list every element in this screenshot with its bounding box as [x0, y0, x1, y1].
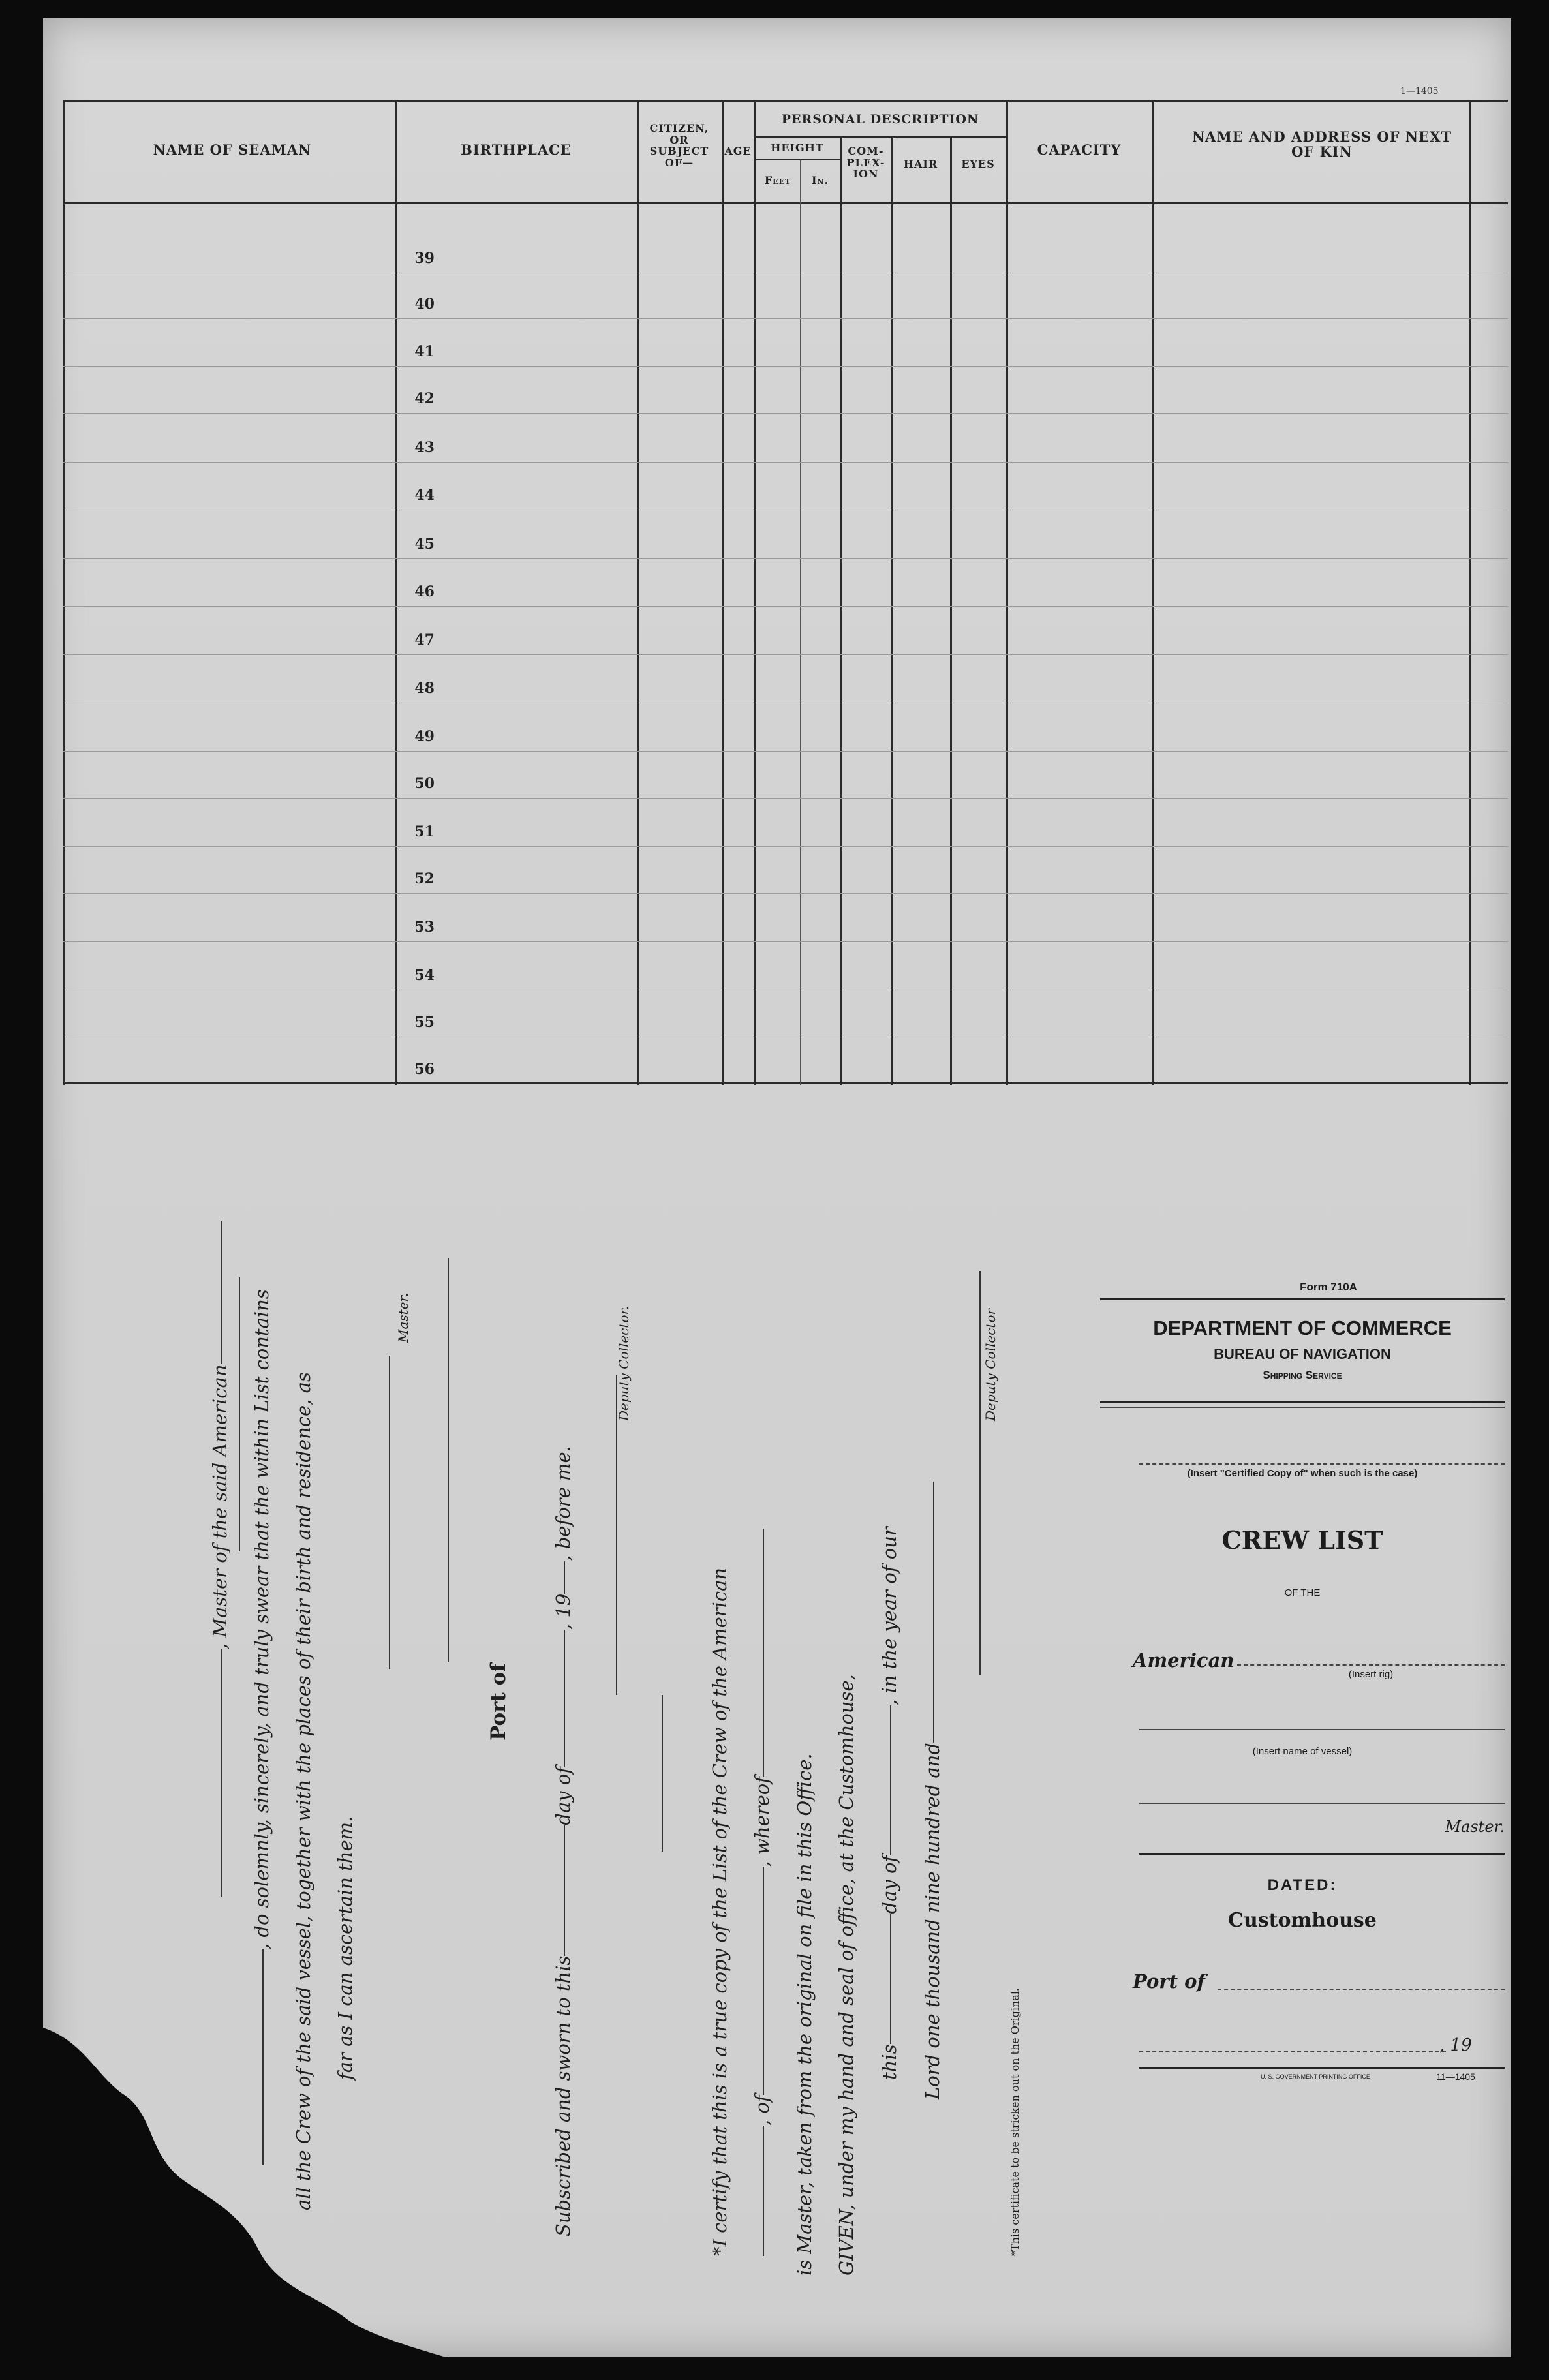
footnote: *This certificate to be stricken out on the Original. [1009, 1987, 1021, 2256]
certify-line [709, 1568, 731, 2256]
header-complexion: COM- PLEX- ION [846, 145, 885, 181]
master-label: Master. [1445, 1818, 1505, 1836]
blank-year-2 [933, 1482, 934, 1743]
header-bottom-border [63, 202, 1508, 204]
rig-line [1237, 1664, 1505, 1666]
form-reference: 1—1405 [1400, 86, 1439, 97]
blank-port [763, 1867, 764, 2095]
row-rule [63, 751, 1508, 752]
oath-text: all the Crew of the said vessel, together with the places of their birth and residence, as [292, 1372, 314, 2210]
subscribed-line [552, 1446, 574, 2236]
blank-port-line [448, 1258, 449, 1662]
printer-label: U. S. GOVERNMENT PRINTING OFFICE [1261, 2073, 1370, 2080]
header-height: HEIGHT [771, 142, 824, 154]
blank-line [262, 1949, 264, 2165]
torn-paper-edge [43, 2015, 526, 2380]
row-rule [63, 606, 1508, 607]
row-number: 48 [414, 680, 435, 697]
deputy-collector-label-1: Deputy Collector. [616, 1305, 632, 1421]
port-of-label: Port of [487, 1663, 510, 1741]
row-rule [63, 366, 1508, 367]
department-title: DEPARTMENT OF COMMERCE [1153, 1317, 1452, 1339]
row-number: 44 [414, 487, 435, 504]
printer-code: 11—1405 [1436, 2071, 1475, 2082]
oath-text: , before me. [552, 1446, 574, 1561]
row-number: 56 [414, 1061, 435, 1078]
oath-text: , Master of the said American [209, 1364, 231, 1649]
row-number: 46 [414, 583, 435, 600]
row-rule [63, 941, 1508, 942]
col-divider [1152, 100, 1154, 1085]
col-divider [1006, 100, 1008, 1085]
insert-certified-note: (Insert "Certified Copy of" when such is the case) [1187, 1468, 1418, 1479]
date-line [1139, 2051, 1446, 2052]
header-age: AGE [724, 145, 752, 157]
port-line [1218, 1989, 1505, 1990]
header-name-of-seaman: NAME OF SEAMAN [153, 142, 312, 158]
header-personal-description: PERSONAL DESCRIPTION [781, 112, 979, 127]
rule [1100, 1407, 1505, 1408]
row-number: 41 [414, 343, 435, 360]
col-divider [840, 136, 842, 1085]
deputy-collector-label-2: Deputy Collector [983, 1308, 998, 1421]
row-rule [63, 462, 1508, 463]
row-number: 40 [414, 296, 435, 313]
port-of-label: Port of [1133, 1970, 1205, 1992]
oath-text: day of [878, 1855, 900, 1914]
header-capacity: CAPACITY [1037, 142, 1122, 158]
col-divider [891, 136, 893, 1085]
col-divider [1469, 100, 1471, 1085]
certified-copy-line [1139, 1463, 1505, 1465]
year-label: , 19 [1439, 2036, 1472, 2055]
row-rule [63, 318, 1508, 319]
personal-description-underline [754, 136, 1006, 138]
dated-label: DATED: [1267, 1876, 1338, 1894]
american-label: American [1133, 1649, 1235, 1671]
form-number: Form 710A [1300, 1281, 1357, 1293]
header-birthplace: BIRTHPLACE [461, 142, 572, 158]
insert-rig-note: (Insert rig) [1348, 1669, 1394, 1680]
blank-day [564, 1825, 565, 1956]
row-number: 55 [414, 1014, 435, 1031]
oath-text: Subscribed and sworn to this [552, 1955, 574, 2236]
row-rule [63, 798, 1508, 799]
oath-text: , of [751, 2095, 773, 2126]
oath-line-4 [334, 1816, 356, 2080]
header-citizen: CITIZEN, OR SUBJECT OF— [649, 122, 709, 169]
header-feet: Feet [764, 174, 791, 187]
vessel-name-line [1139, 1729, 1505, 1730]
table-top-border [63, 100, 1508, 102]
col-divider [63, 100, 65, 1085]
oath-line-1 [209, 1221, 231, 1897]
blank-year [564, 1561, 565, 1594]
row-number: 53 [414, 919, 435, 936]
row-number: 52 [414, 870, 435, 887]
col-divider [637, 100, 639, 1085]
this-day-line [878, 1527, 900, 2080]
oath-text: , do solemnly, sincerely, and truly swear that the within List contains [251, 1289, 273, 1949]
row-number: 49 [414, 728, 435, 745]
oath-text: this [878, 2044, 900, 2080]
crew-table [43, 18, 1511, 1114]
rule [1100, 1401, 1505, 1403]
service-title: Shipping Service [1263, 1369, 1342, 1381]
rule [1139, 1853, 1505, 1855]
row-number: 54 [414, 967, 435, 984]
oath-text: is Master, taken from the original on file in this Office. [793, 1753, 816, 2276]
bureau-title: BUREAU OF NAVIGATION [1214, 1346, 1391, 1362]
of-the-label: OF THE [1284, 1587, 1321, 1598]
header-inches: In. [811, 174, 829, 187]
col-divider [950, 136, 952, 1085]
blank-vessel [239, 1277, 240, 1551]
header-next-of-kin: NAME AND ADDRESS OF NEXT OF KIN [1191, 129, 1452, 160]
blank-master [763, 1529, 764, 1777]
height-underline [754, 159, 840, 160]
row-rule [63, 654, 1508, 655]
col-divider [800, 159, 801, 1085]
lord-line [921, 1482, 943, 2099]
row-number: 50 [414, 775, 435, 792]
row-number: 43 [414, 439, 435, 456]
oath-line-3 [292, 1372, 314, 2210]
row-rule [63, 558, 1508, 559]
crew-list-title: CREW LIST [1221, 1525, 1383, 1555]
crew-list-form [43, 18, 1511, 2357]
of-whereof-line [751, 1529, 773, 2256]
blank-rig [221, 1221, 222, 1364]
blank-day-2 [890, 1914, 891, 2045]
oath-text: day of [552, 1766, 574, 1825]
header-hair: HAIR [903, 158, 938, 170]
row-number: 45 [414, 536, 435, 553]
master-name-line [1139, 1803, 1505, 1804]
col-divider [754, 100, 756, 1085]
customhouse-label: Customhouse [1228, 1909, 1377, 1932]
oath-text: , whereof [751, 1777, 773, 1867]
master-label: Master. [395, 1292, 411, 1343]
blank-month-2 [890, 1705, 891, 1855]
blank-master-name [221, 1649, 222, 1897]
rule [1139, 2067, 1505, 2069]
row-rule [63, 413, 1508, 414]
row-rule [63, 893, 1508, 894]
col-divider [722, 100, 724, 1085]
oath-text: , 19 [552, 1593, 574, 1630]
blank-month [564, 1630, 565, 1767]
row-number: 47 [414, 632, 435, 648]
rule [1100, 1298, 1505, 1300]
insert-vessel-note: (Insert name of vessel) [1252, 1746, 1353, 1757]
oath-text: , in the year of our [878, 1527, 900, 1705]
collector-signature-line [616, 1375, 617, 1695]
oath-text: GIVEN, under my hand and seal of office, at the Customhouse, [835, 1674, 857, 2276]
row-number: 51 [414, 823, 435, 840]
given-line [835, 1674, 857, 2276]
row-number: 42 [414, 390, 435, 407]
master-signature-line [389, 1356, 390, 1669]
table-bottom-border [63, 1082, 1508, 1084]
header-eyes: EYES [961, 158, 995, 170]
oath-text: Lord one thousand nine hundred and [921, 1743, 943, 2099]
blank-vessel-name [763, 2126, 764, 2256]
oath-text: *I certify that this is a true copy of the List of the Crew of the American [709, 1567, 731, 2256]
row-rule [63, 846, 1508, 847]
collector-signature-line-2 [979, 1271, 981, 1675]
oath-text: far as I can ascertain them. [334, 1816, 356, 2080]
row-number: 39 [414, 250, 435, 267]
is-master-line [793, 1753, 816, 2276]
separator-line [662, 1695, 663, 1852]
oath-line-2 [251, 1289, 273, 2165]
